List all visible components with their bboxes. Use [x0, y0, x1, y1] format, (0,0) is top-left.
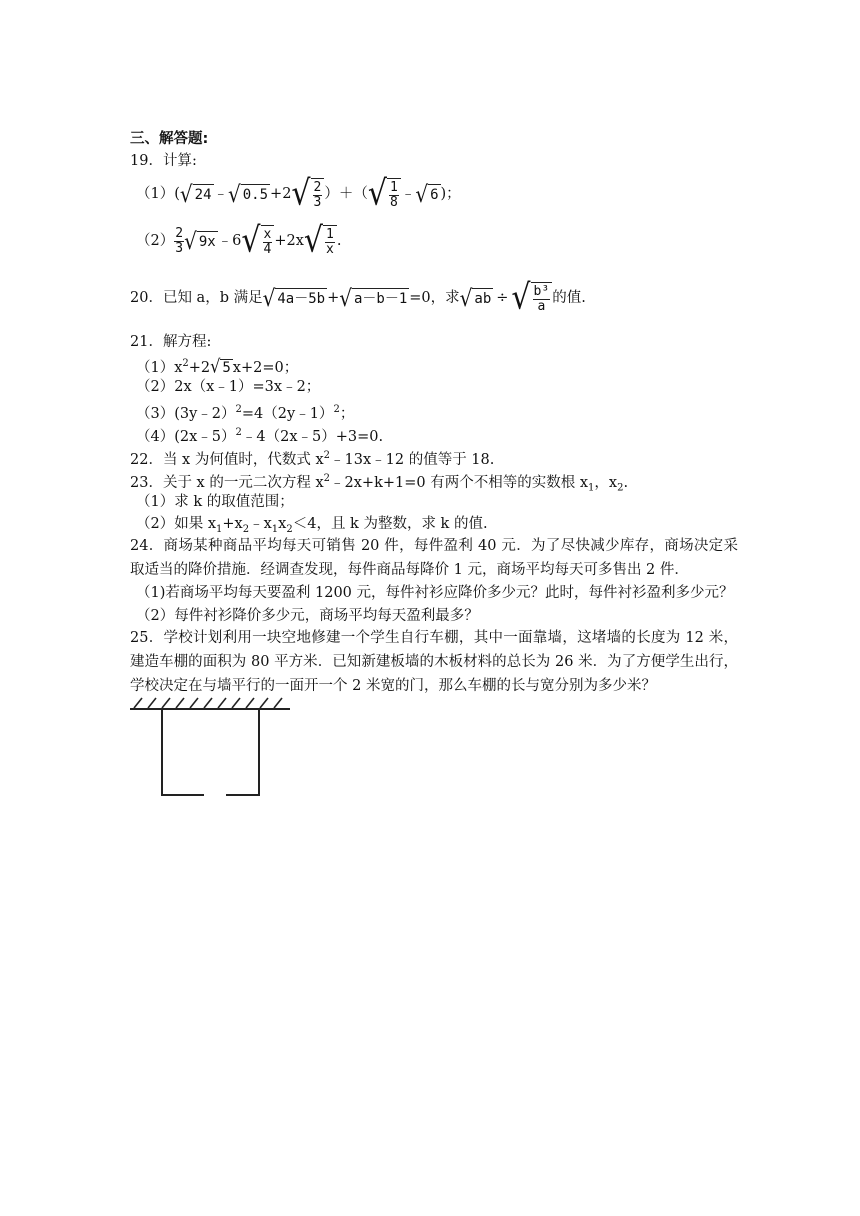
q21-part4: （4）(2x﹣5）$^2$﹣4（2x﹣5）+3=0.: [136, 427, 384, 445]
radical: √ a－b－1: [339, 284, 408, 312]
q24-stem: 24．商场某种商品平均每天可销售 20 件，每件盈利 40 元．为了尽快减少库存，商场决定采取适当的降价措施．经调查发现，每件商品每降价 1 元，商场平均每天可多售出 2 件．: [130, 538, 738, 578]
q19-part2: （2） $\frac{2}{3}$ √ 9x ﹣6 √ $\frac{x}{4}$ +2x √ $\frac{1}{x}$ .: [136, 220, 342, 261]
q24-part2: （2）每件衬衫降价多少元，商场平均每天盈利最多？: [136, 608, 479, 624]
fraction: $\frac{2}{3}$: [175, 225, 184, 256]
radical: √ 0.5: [228, 180, 269, 208]
radical-fraction: √ $\frac{x}{4}$: [241, 225, 274, 257]
q20: 20．已知 a，b 满足 √ 4a－5b + √ a－b－1 =0，求 √ ab ÷ √ $\frac{\text{b³}}{a}$ 的值.: [130, 277, 586, 318]
radical: √ 5: [210, 355, 231, 378]
q21-part1: $(1)x^2+2$ √ 5 x+2=0；: [136, 355, 299, 378]
q21-part2: （2）2x（x﹣1）=3x﹣2；: [136, 379, 321, 395]
radical: √ ab: [459, 284, 492, 312]
bike-shed-diagram: [126, 697, 296, 801]
radical-fraction: √ $\frac{1}{x}$: [304, 225, 337, 257]
right-fence: [226, 709, 259, 795]
q22: 22．当 x 为何值时，代数式 $x^2﹣13x﹣12$ 的值等于 18.: [130, 450, 495, 468]
q21-part3: （3）(3y﹣2）$^2$=4（2y﹣1）$^2$；: [136, 404, 355, 422]
radical-fraction: √ $\frac{2}{3}$: [291, 178, 324, 210]
wall-hatching: [134, 698, 282, 708]
q19-part1: （1）( √ 24 ﹣ √ 0.5 +2 √ $\frac{2}{3}$ ）＋（ √ $\frac{1}{8}$ ﹣ √ 6 )；: [136, 173, 461, 214]
radical-fraction: √ $\frac{\text{b³}}{a}$: [511, 282, 552, 314]
q25-stem: 25．学校计划利用一块空地修建一个学生自行车棚，其中一面靠墙，这堵墙的长度为 12 米，建造车棚的面积为 80 平方米．已知新建板墙的木板材料的总长为 26 米．为了方便学生出行，学校决定在与墙平行的一面开一个 2 米宽的门，那么车棚的长与宽分别为多少米？: [130, 630, 738, 694]
q23-part2: （2）如果 $x_1+x_2﹣x_1x_2<4$，且 k 为整数，求 k 的值.: [136, 516, 488, 535]
q24-part1: （1)若商场平均每天要盈利 1200 元，每件衬衫应降价多少元？此时，每件衬衫盈利多少元？: [136, 585, 734, 601]
left-fence: [162, 709, 204, 795]
radical: √ 9x: [184, 227, 216, 255]
radical-fraction: √ $\frac{1}{8}$: [368, 178, 401, 210]
q23-stem: 23．关于 x 的一元二次方程 $x^2﹣2x+k+1=0$ 有两个不相等的实数根 $x_1$，$x_2$.: [130, 473, 629, 494]
section-title: 三、解答题:: [130, 131, 209, 147]
q21-stem: 21．解方程:: [130, 334, 212, 350]
q19-stem: 19．计算:: [130, 153, 197, 169]
radical: √ 24: [179, 180, 212, 208]
radical: √ 4a－5b: [262, 284, 326, 312]
radical: √ 6: [415, 180, 439, 208]
q23-part1: （1）求 k 的取值范围；: [136, 494, 294, 510]
